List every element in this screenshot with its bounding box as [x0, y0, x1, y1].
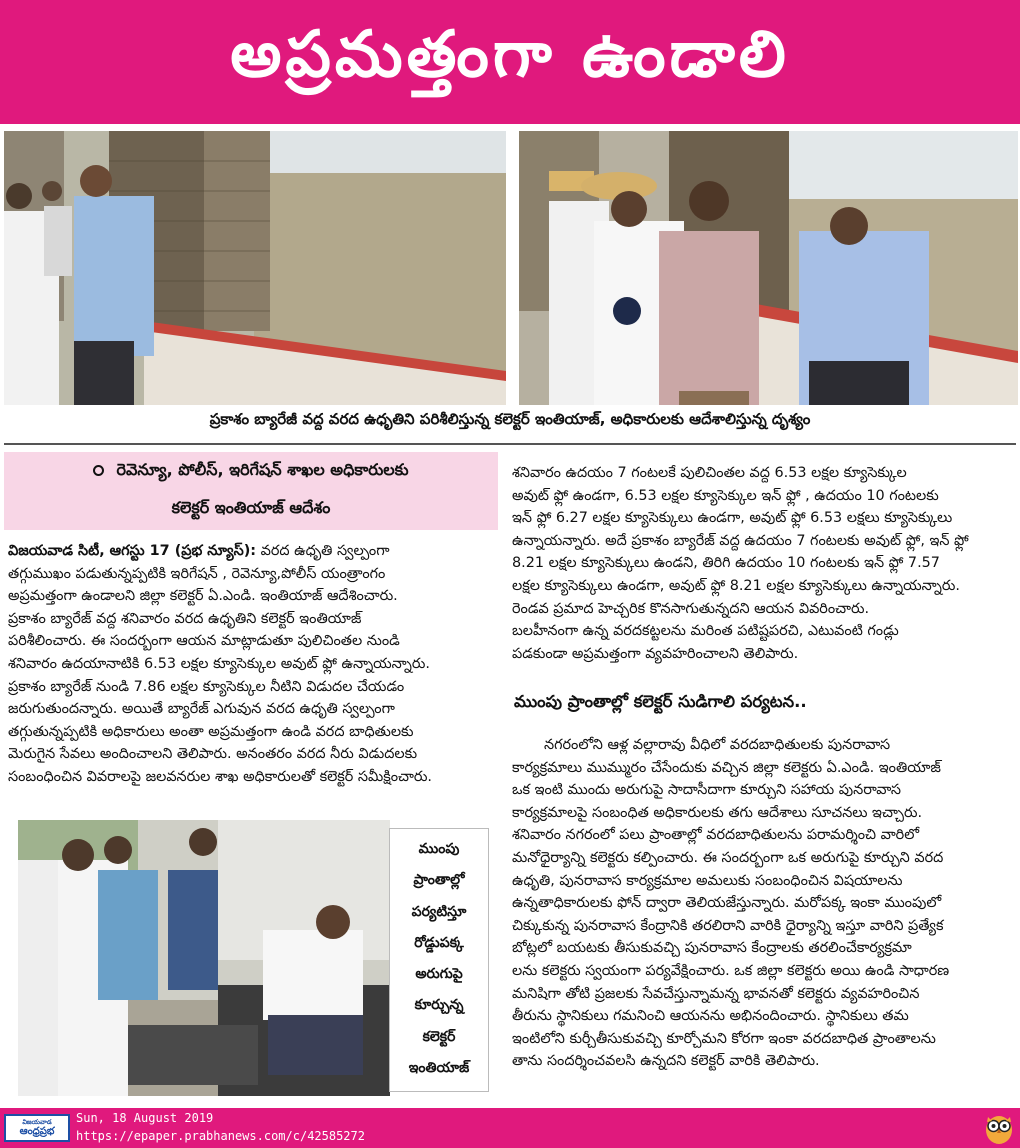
- logo-title: ఆంధ్రప్రభ: [19, 1126, 55, 1137]
- article-line: ప్రకాశం బ్యారేజ్ నుండి 7.86 లక్షల క్యూసెక్కుల నీటిని విడుదల చేయడం: [8, 678, 405, 695]
- article-line: పడకుండా అప్రమత్తంగా వ్యవహరించాలని తెలిపారు.: [512, 645, 799, 662]
- article-line: శనివారం నగరంలో పలు ప్రాంతాల్లో వరదబాధితులను పరామర్శించి వారిలో: [512, 827, 920, 844]
- article-line: శనివారం ఉదయానాటికి 6.53 లక్షల క్యూసెక్కుల అవుట్ ఫ్లో ఉన్నాయన్నారు.: [8, 655, 430, 672]
- side-caption-line: ఇంతియాజ్: [408, 1059, 470, 1076]
- article-line: మనోధైర్యాన్ని కలెక్టరు కల్పించారు. ఈ సందర్బంగా ఒక అరుగుపై కూర్చుని వరద: [512, 849, 944, 866]
- article-left: [8, 540, 500, 789]
- article-line: జరుగుతుందన్నారు. అయితే బ్యారేజ్ ఎగువున వరద ఉధృతి స్వల్పంగా: [8, 701, 395, 718]
- subhead-box: [4, 452, 498, 530]
- headline: అప్రమత్తంగా ఉండాలి: [230, 17, 790, 92]
- circle-bullet-icon: [93, 465, 104, 476]
- divider: [4, 443, 1016, 445]
- photo-barrage-left: [4, 131, 506, 405]
- article-line: సంబంధించిన వివరాలపై జలవనరుల శాఖ అధికారులతో కలెక్టర్ సమీక్షించారు.: [8, 768, 432, 785]
- photo-barrage-right: [519, 131, 1018, 405]
- article-line: రెండవ ప్రమాద హెచ్చరిక కొనసాగుతున్నదని ఆయన వివరించారు.: [512, 600, 870, 617]
- side-caption: [389, 828, 489, 1092]
- article-line: ఉన్నతాధికారులకు ఫోన్ ద్వారా తెలియజేస్తున్నారు. మరోపక్క ఇంకా ముంపులో: [512, 895, 942, 912]
- dateline: విజయవాడ సిటీ, ఆగస్టు 17 (ప్రభ న్యూస్):: [8, 543, 257, 559]
- article-line: అప్రమత్తంగా ఉండాలని జిల్లా కలెక్టర్ ఏ.ఎండి. ఇంతియాజ్ ఆదేశించారు.: [8, 588, 398, 605]
- footer-bar: [0, 1108, 1020, 1148]
- article-line: ఉన్నాయన్నారు. అదే ప్రకాశం బ్యారేజ్ వద్ద ఉదయం 7 గంటలకు అవుట్ ఫ్లో, ఇన్ ఫ్లో: [512, 532, 969, 549]
- side-caption-line: అరుగుపై: [415, 966, 463, 983]
- article-line: అవుట్ ఫ్లో ఉండగా, 6.53 లక్షల క్యూసెక్కుల ఇన్ ఫ్లో , ఉదయం 10 గంటలకు: [512, 487, 939, 504]
- article-line: కార్యక్రమాలపై సంబంధిత అధికారులకు తగు ఆదేశాలు సూచనలు ఇచ్చారు.: [512, 804, 923, 821]
- article-line: కార్యక్రమాలు ముమ్మురం చేసేందుకు వచ్చిన జిల్లా కలెక్టరు ఏ.ఎండి. ఇంతియాజ్: [512, 759, 941, 776]
- side-caption-line: కూర్చున్న: [414, 997, 464, 1014]
- article-line: చిక్కుకున్న పునరావాస కేంద్రానికి తరలిరాని వారికి ధైర్యాన్ని ఇస్తూ వారిని ప్రత్యేక: [512, 917, 944, 934]
- article-line: ఇన్ ఫ్లో 6.27 లక్షల క్యూసెక్కులు ఉండగా, అవుట్ ఫ్లో 6.53 లక్షలు క్యూసెక్కులు: [512, 510, 953, 527]
- side-caption-line: కలెక్టర్: [422, 1028, 456, 1045]
- article-line: తాను సందర్శించవలసి ఉన్నదని కలెక్టర్ వారికి తెలిపారు.: [512, 1053, 820, 1070]
- article-line: బోట్లలో బయటకు తీసుకువచ్చి పునరావాస కేంద్రాలకు తరలించేకార్యక్రమా: [512, 940, 912, 957]
- article-right-top: [512, 462, 1014, 665]
- article-line: ప్రకాశం బ్యారేజ్ వద్ద శనివారం వరద ఉధృతిని కలెక్టర్ ఇంతియాజ్: [8, 610, 362, 627]
- article-line: మనిషిగా తోటి ప్రజలకు సేవచేస్తున్నామన్న భావనతో కలెక్టరు వ్యవహరించిన: [512, 985, 920, 1002]
- footer-url-link[interactable]: https://epaper.prabhanews.com/c/42585272: [76, 1129, 365, 1143]
- section-heading: ముంపు ప్రాంతాల్లో కలెక్టర్ సుడిగాలి పర్యటన..: [514, 692, 807, 711]
- subhead-text-1: రెవెన్యూ, పోలీస్, ఇరిగేషన్ శాఖల అధికారులకు: [116, 460, 409, 479]
- subhead-line-1: [4, 460, 498, 483]
- article-line: ఒక ఇంటి ముందు అరుగుపై సాదాసీదాగా కూర్చుని సహాయ పునరావాస: [512, 782, 901, 799]
- article-right-bottom: [512, 734, 1014, 1073]
- headline-banner: [0, 0, 1020, 124]
- owl-icon: [982, 1111, 1016, 1145]
- article-line: తగ్గుతున్నప్పటికి అధికారులు అంతా అప్రమత్తంగా ఉండి వరద బాధితులకు: [8, 723, 414, 740]
- subhead-line-2: కలెక్టర్ ఇంతియాజ్ ఆదేశం: [171, 498, 331, 517]
- article-line: మెరుగైన సేవలు అందించాలని తెలిపారు. అనంతరం వరద నీరు విడుదలకు: [8, 746, 418, 763]
- article-line: పరిశీలించారు. ఈ సందర్బంగా ఆయన మాట్లాడుతూ పులిచింతల నుండి: [8, 633, 400, 650]
- article-line: లను కలెక్టరు స్వయంగా పర్యవేక్షించారు. ఒక జిల్లా కలెక్టరు అయి ఉండి సాధారణ: [512, 962, 950, 979]
- article-line: శనివారం ఉదయం 7 గంటలకే పులిచింతల వద్ద 6.53 లక్షల క్యూసెక్కుల: [512, 465, 907, 481]
- publication-logo[interactable]: [4, 1114, 70, 1142]
- article-line: ఇంటిలోని కుర్చీతీసుకువచ్చి కూర్చోమని కోరగా ఇంకా వరదబాధిత ప్రాంతాలను: [512, 1030, 936, 1047]
- article-line: లక్షల క్యూసెక్కులు ఉండగా, అవుట్ ఫ్లో 8.21 లక్షల క్యూసెక్కులు ఉన్నాయన్నారు.: [512, 577, 960, 594]
- article-line: ఉధృతి, పునరావాస కార్యక్రమాల అమలుకు సంబంధించిన విషయాలను: [512, 872, 903, 889]
- logo-edition: విజయవాడ: [22, 1118, 52, 1126]
- article-line: బలహీనంగా ఉన్న వరదకట్టలను మరింత పటిష్టపరచి, ఎటువంటి గండ్లు: [512, 623, 899, 640]
- article-line: 8.21 లక్షల క్యూసెక్కులు ఉండని, తిరిగి ఉదయం 10 గంటలకు ఇన్ ఫ్లో 7.57: [512, 555, 940, 572]
- photo-collector-seated: [18, 820, 390, 1096]
- side-caption-line: రోడ్డుపక్క: [414, 934, 464, 951]
- footer-date: Sun, 18 August 2019: [76, 1111, 214, 1125]
- article-line: నగరంలోని ఆళ్ల వల్లారావు వీధిలో వరదబాధితులకు పునరావాస: [512, 737, 891, 753]
- side-caption-line: పర్యటిస్తూ: [411, 903, 467, 920]
- side-caption-line: ప్రాంతాల్లో: [413, 872, 465, 889]
- article-line: విజయవాడ సిటీ, ఆగస్టు 17 (ప్రభ న్యూస్): వరద ఉధృతి స్వల్పంగా: [8, 543, 390, 559]
- photo-caption: ప్రకాశం బ్యారేజీ వద్ద వరద ఉధృతిని పరిశీలిస్తున్న కలెక్టర్ ఇంతియాజ్, అధికారులకు ఆదేశాలిస్తున్న దృశ్యం: [209, 410, 811, 428]
- article-line: తీరును స్థానికులు గమనించి ఆయనను అభినందించారు. స్థానికులు తమ: [512, 1008, 909, 1025]
- side-caption-line: ముంపు: [418, 841, 460, 858]
- article-line: తగ్గుముఖం పడుతున్నప్పటికి ఇరిగేషన్ , రెవెన్యూ,పోలీస్ యంత్రాంగం: [8, 565, 386, 582]
